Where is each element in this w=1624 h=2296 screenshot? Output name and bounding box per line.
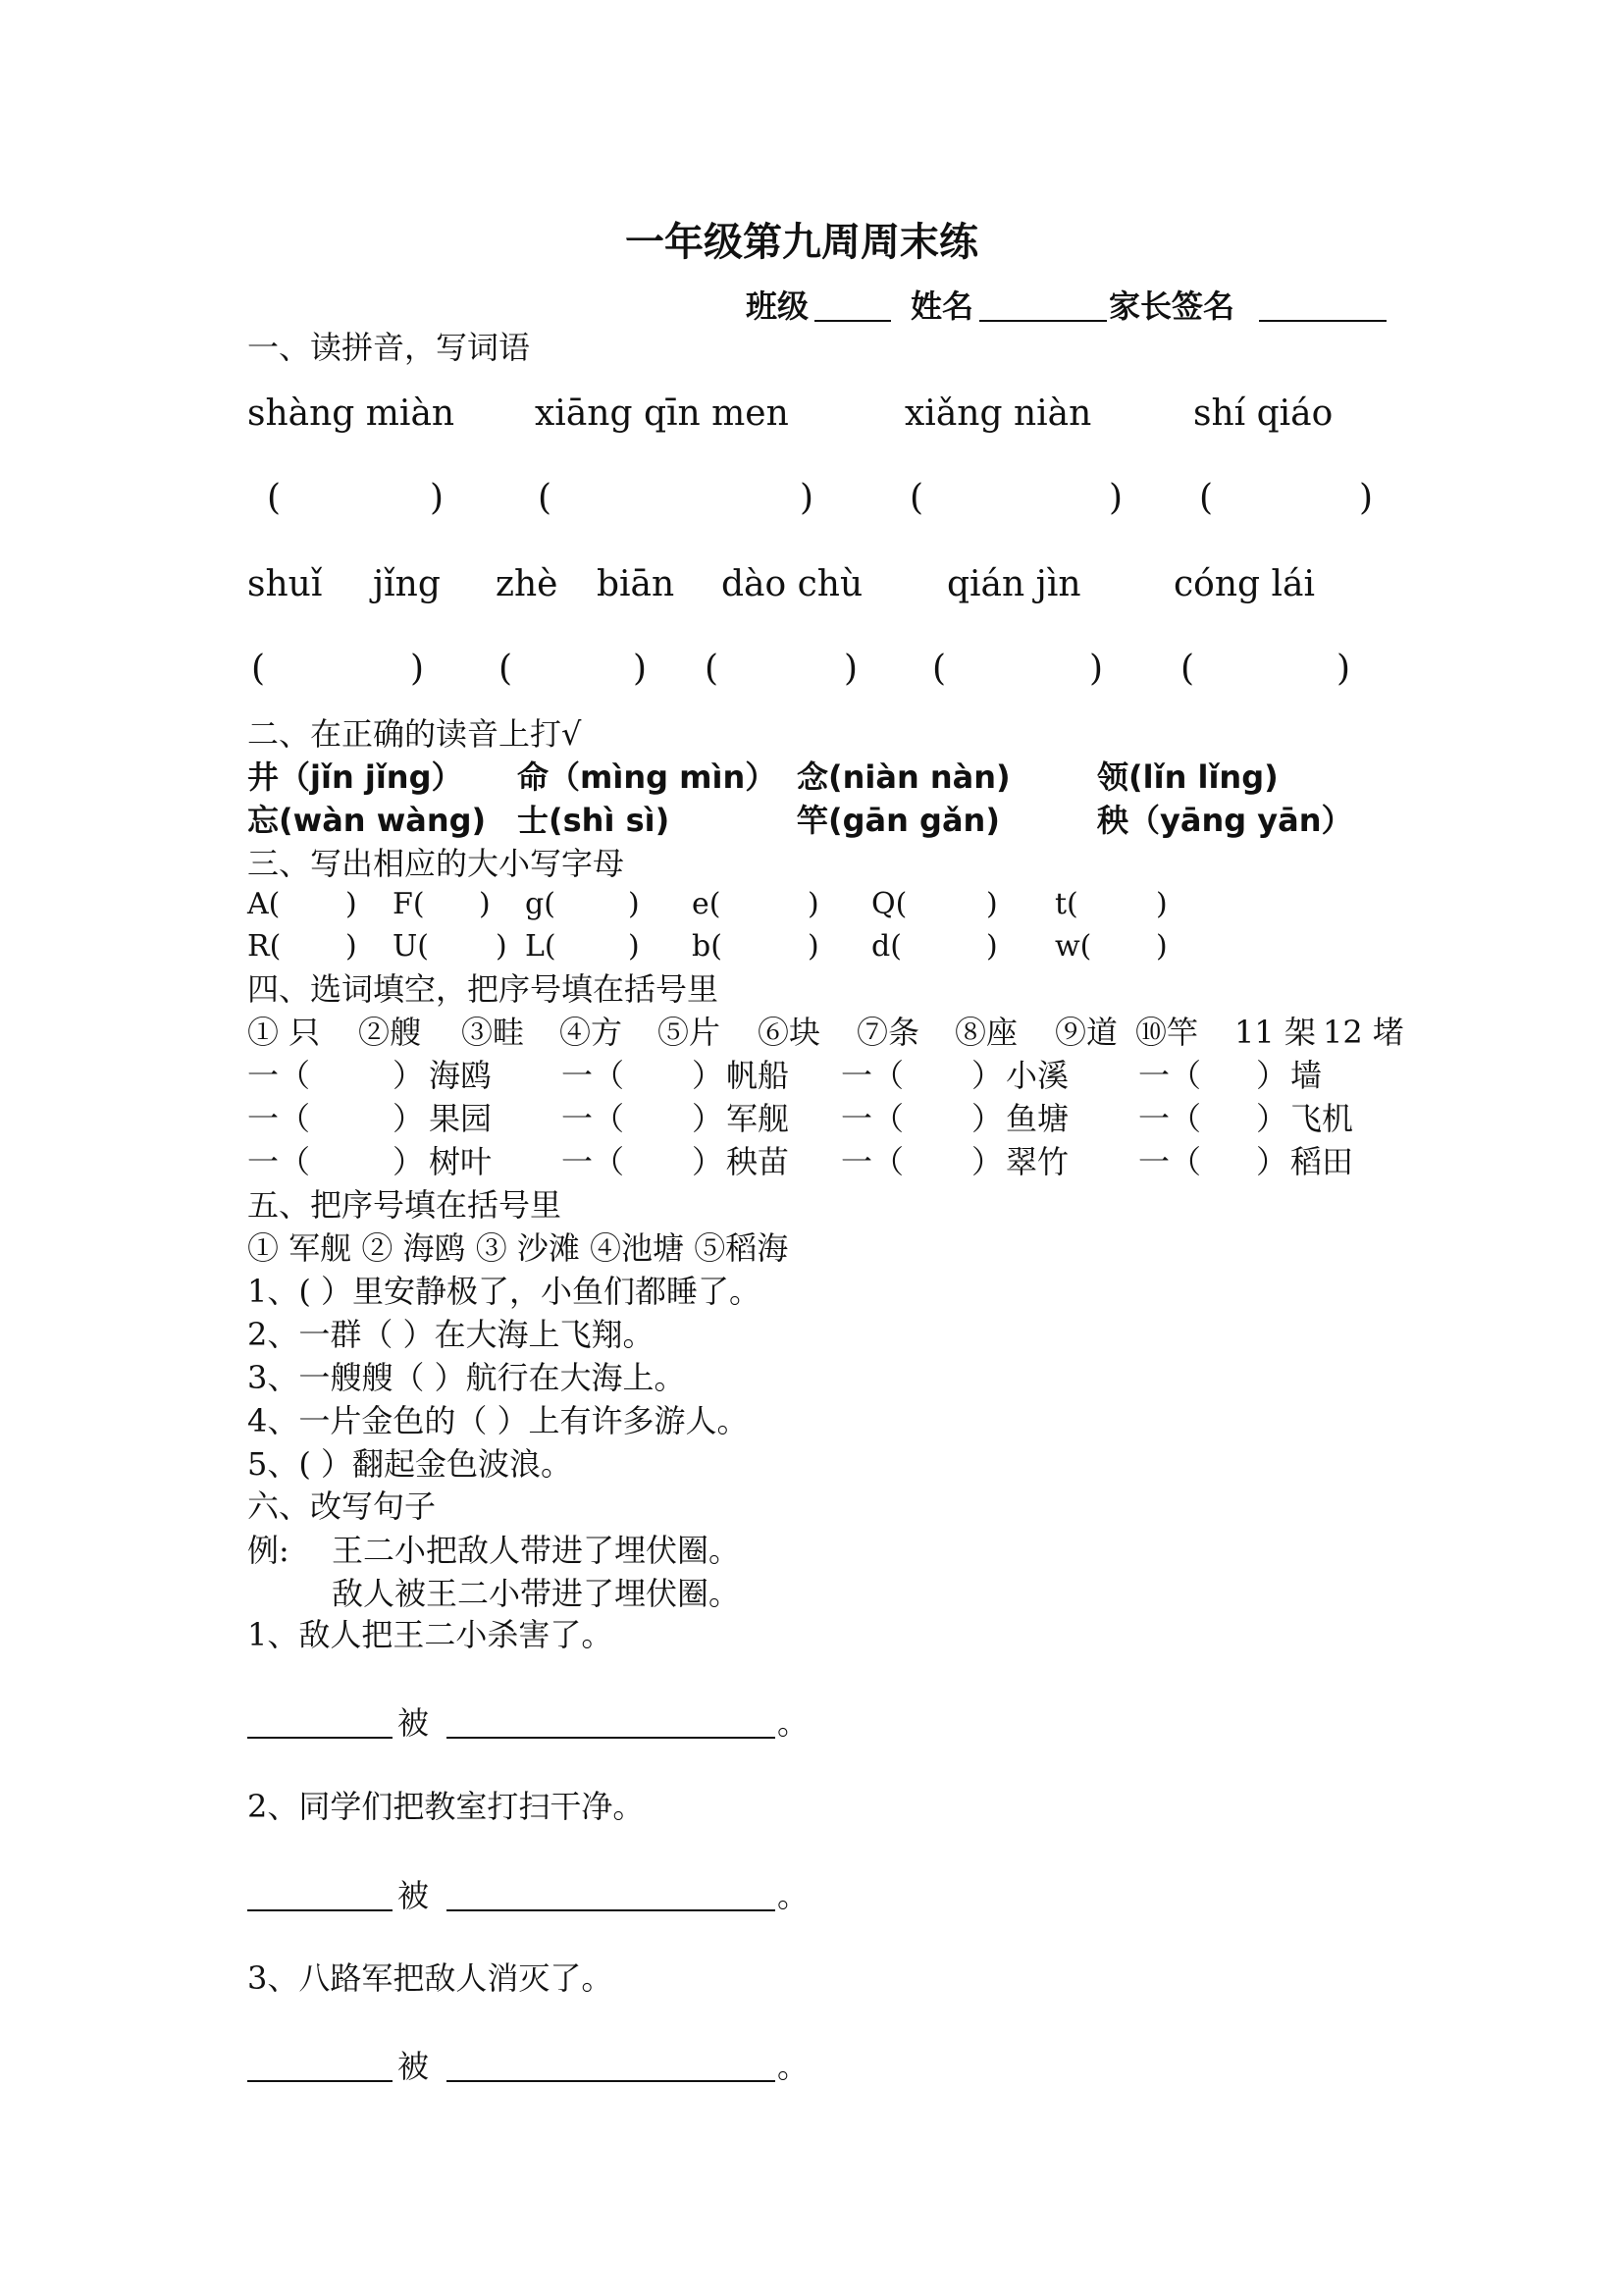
answer-bracket-open: (	[498, 649, 513, 689]
answer-bracket-open: (	[910, 478, 924, 518]
fill-prefix: 一（	[561, 1143, 625, 1180]
answer-bracket-close: )	[800, 478, 814, 518]
fill-word: 小溪	[1006, 1057, 1070, 1094]
fill-sentence: 1、( ）里安静极了，小鱼们都睡了。	[247, 1273, 761, 1310]
fill-sentence: 4、一片金色的（ ）上有许多游人。	[247, 1402, 749, 1439]
answer-line[interactable]	[446, 2080, 775, 2082]
example-sentence: 王二小把敌人带进了埋伏圈。	[332, 1532, 741, 1569]
fill-word: 稻田	[1290, 1143, 1354, 1180]
letter-item: U(	[393, 929, 429, 964]
letter-item: F(	[393, 887, 425, 921]
fill-close: ）	[393, 1057, 425, 1094]
letter-bracket: )	[345, 887, 357, 921]
example-label: 例:	[247, 1532, 289, 1569]
period: 。	[777, 1877, 810, 1914]
answer-bracket-open: (	[251, 649, 266, 689]
fill-prefix: 一（	[247, 1100, 311, 1137]
pinyin-word: cóng lái	[1174, 564, 1315, 604]
pinyin-word: xiāng qīn men	[535, 393, 789, 434]
option-item: ⑨道	[1055, 1014, 1119, 1051]
example-sentence: 敌人被王二小带进了埋伏圈。	[332, 1575, 741, 1612]
letter-bracket: )	[1156, 887, 1168, 921]
letter-item: b(	[692, 929, 722, 964]
pinyin-word: dào chù	[721, 564, 864, 604]
letter-item: w(	[1055, 929, 1092, 964]
fill-sentence: 2、一群（ ）在大海上飞翔。	[247, 1316, 655, 1353]
class-label: 班级	[746, 287, 810, 325]
letter-bracket: )	[808, 929, 819, 964]
fill-close: ）	[692, 1100, 724, 1137]
name-label: 姓名	[911, 287, 974, 325]
answer-bracket-close: )	[1359, 478, 1374, 518]
letter-bracket: )	[808, 887, 819, 921]
fill-close: ）	[393, 1143, 425, 1180]
pronunciation-item[interactable]: 命（mìng mìn）	[517, 758, 777, 796]
parent-signature-field[interactable]	[1259, 320, 1387, 322]
option-item: ① 只	[247, 1014, 321, 1051]
pronunciation-item[interactable]: 忘(wàn wàng)	[247, 802, 487, 839]
section-5-heading: 五、把序号填在括号里	[247, 1186, 562, 1224]
answer-bracket-close: )	[633, 649, 648, 689]
fill-word: 果园	[429, 1100, 493, 1137]
pinyin-word: shí qiáo	[1193, 393, 1334, 434]
fill-prefix: 一（	[247, 1057, 311, 1094]
answer-bracket-open: (	[267, 478, 282, 518]
letter-bracket: )	[496, 929, 507, 964]
answer-bracket-close: )	[410, 649, 425, 689]
answer-line[interactable]	[247, 2080, 393, 2082]
letter-bracket: )	[628, 887, 640, 921]
rewrite-question: 3、八路军把敌人消灭了。	[247, 1959, 613, 1997]
pronunciation-item[interactable]: 井（jǐn jǐng）	[247, 758, 463, 796]
letter-item: A(	[247, 887, 281, 921]
pinyin-word: shàng miàn	[247, 393, 455, 434]
fill-prefix: 一（	[841, 1100, 905, 1137]
answer-bracket-close: )	[1109, 478, 1124, 518]
fill-prefix: 一（	[1138, 1100, 1202, 1137]
fill-prefix: 一（	[1138, 1057, 1202, 1094]
answer-bracket-open: (	[932, 649, 947, 689]
option-item: 11 架	[1234, 1014, 1316, 1051]
option-item: ⑥块	[758, 1014, 821, 1051]
answer-bracket-close: )	[1089, 649, 1104, 689]
fill-word: 墙	[1290, 1057, 1323, 1094]
bei-word: 被	[397, 2048, 430, 2085]
letter-bracket: )	[986, 887, 998, 921]
name-field[interactable]	[979, 320, 1107, 322]
options-line: ① 军舰 ② 海鸥 ③ 沙滩 ④池塘 ⑤稻海	[247, 1229, 789, 1267]
option-item: ④方	[559, 1014, 623, 1051]
letter-item: e(	[692, 887, 721, 921]
section-3-heading: 三、写出相应的大小写字母	[247, 845, 625, 882]
section-1-heading: 一、读拼音，写词语	[247, 329, 531, 366]
letter-item: t(	[1055, 887, 1078, 921]
fill-prefix: 一（	[247, 1143, 311, 1180]
answer-bracket-open: (	[1180, 649, 1195, 689]
fill-word: 秧苗	[726, 1143, 790, 1180]
fill-close: ）	[971, 1057, 1004, 1094]
option-item: ⑤片	[657, 1014, 721, 1051]
fill-word: 飞机	[1290, 1100, 1354, 1137]
fill-close: ）	[692, 1057, 724, 1094]
answer-line[interactable]	[247, 1737, 393, 1739]
class-field[interactable]	[814, 320, 891, 322]
parent-signature-label: 家长签名	[1109, 287, 1235, 325]
fill-sentence: 5、( ）翻起金色波浪。	[247, 1445, 573, 1483]
fill-prefix: 一（	[841, 1057, 905, 1094]
pinyin-word: xiǎng niàn	[905, 393, 1092, 434]
answer-bracket-close: )	[1336, 649, 1351, 689]
fill-word: 翠竹	[1006, 1143, 1070, 1180]
period: 。	[777, 2048, 810, 2085]
answer-bracket-open: (	[1199, 478, 1214, 518]
pronunciation-item[interactable]: 领(lǐn lǐng)	[1097, 758, 1279, 796]
fill-close: ）	[971, 1143, 1004, 1180]
pronunciation-item[interactable]: 念(niàn nàn)	[797, 758, 1011, 796]
fill-close: ）	[692, 1143, 724, 1180]
letter-bracket: )	[986, 929, 998, 964]
option-item: ⑩竿	[1135, 1014, 1199, 1051]
answer-bracket-open: (	[538, 478, 552, 518]
option-item: ⑦条	[857, 1014, 920, 1051]
letter-bracket: )	[1156, 929, 1168, 964]
fill-sentence: 3、一艘艘（ ）航行在大海上。	[247, 1359, 686, 1396]
bei-word: 被	[397, 1704, 430, 1742]
option-item: 12 堵	[1323, 1014, 1404, 1051]
bei-word: 被	[397, 1877, 430, 1914]
pronunciation-item[interactable]: 秧（yāng yān）	[1097, 802, 1353, 839]
letter-item: R(	[247, 929, 282, 964]
fill-word: 海鸥	[429, 1057, 493, 1094]
fill-prefix: 一（	[841, 1143, 905, 1180]
letter-item: d(	[871, 929, 902, 964]
rewrite-question: 1、敌人把王二小杀害了。	[247, 1616, 613, 1653]
fill-word: 树叶	[429, 1143, 493, 1180]
letter-bracket: )	[345, 929, 357, 964]
fill-prefix: 一（	[561, 1100, 625, 1137]
letter-bracket: )	[479, 887, 491, 921]
fill-close: ）	[393, 1100, 425, 1137]
option-item: ③畦	[461, 1014, 525, 1051]
answer-bracket-close: )	[844, 649, 859, 689]
page-title: 一年级第九周周末练	[625, 220, 978, 265]
fill-close: ）	[1256, 1100, 1288, 1137]
option-item: ⑧座	[955, 1014, 1019, 1051]
section-6-heading: 六、改写句子	[247, 1487, 437, 1525]
fill-close: ）	[1256, 1057, 1288, 1094]
section-4-heading: 四、选词填空，把序号填在括号里	[247, 970, 719, 1008]
fill-prefix: 一（	[1138, 1143, 1202, 1180]
answer-line[interactable]	[446, 1909, 775, 1911]
pinyin-word: shuǐ	[247, 564, 323, 604]
section-2-heading: 二、在正确的读音上打√	[247, 715, 582, 753]
answer-line[interactable]	[446, 1737, 775, 1739]
pinyin-word: jǐng	[373, 564, 441, 604]
pronunciation-item[interactable]: 士(shì sì)	[517, 802, 670, 839]
fill-prefix: 一（	[561, 1057, 625, 1094]
option-item: ②艘	[358, 1014, 422, 1051]
fill-word: 帆船	[726, 1057, 790, 1094]
period: 。	[777, 1704, 810, 1742]
answer-bracket-open: (	[705, 649, 719, 689]
letter-item: g(	[525, 887, 555, 921]
fill-word: 军舰	[726, 1100, 790, 1137]
fill-word: 鱼塘	[1006, 1100, 1070, 1137]
letter-bracket: )	[628, 929, 640, 964]
letter-item: L(	[525, 929, 556, 964]
answer-bracket-close: )	[430, 478, 445, 518]
rewrite-question: 2、同学们把教室打扫干净。	[247, 1788, 645, 1825]
pinyin-word: qián jìn	[947, 564, 1081, 604]
answer-line[interactable]	[247, 1909, 393, 1911]
pinyin-word: biān	[597, 564, 675, 604]
pronunciation-item[interactable]: 竿(gān gǎn)	[797, 802, 1000, 839]
fill-close: ）	[1256, 1143, 1288, 1180]
letter-item: Q(	[871, 887, 908, 921]
fill-close: ）	[971, 1100, 1004, 1137]
pinyin-word: zhè	[496, 564, 558, 604]
